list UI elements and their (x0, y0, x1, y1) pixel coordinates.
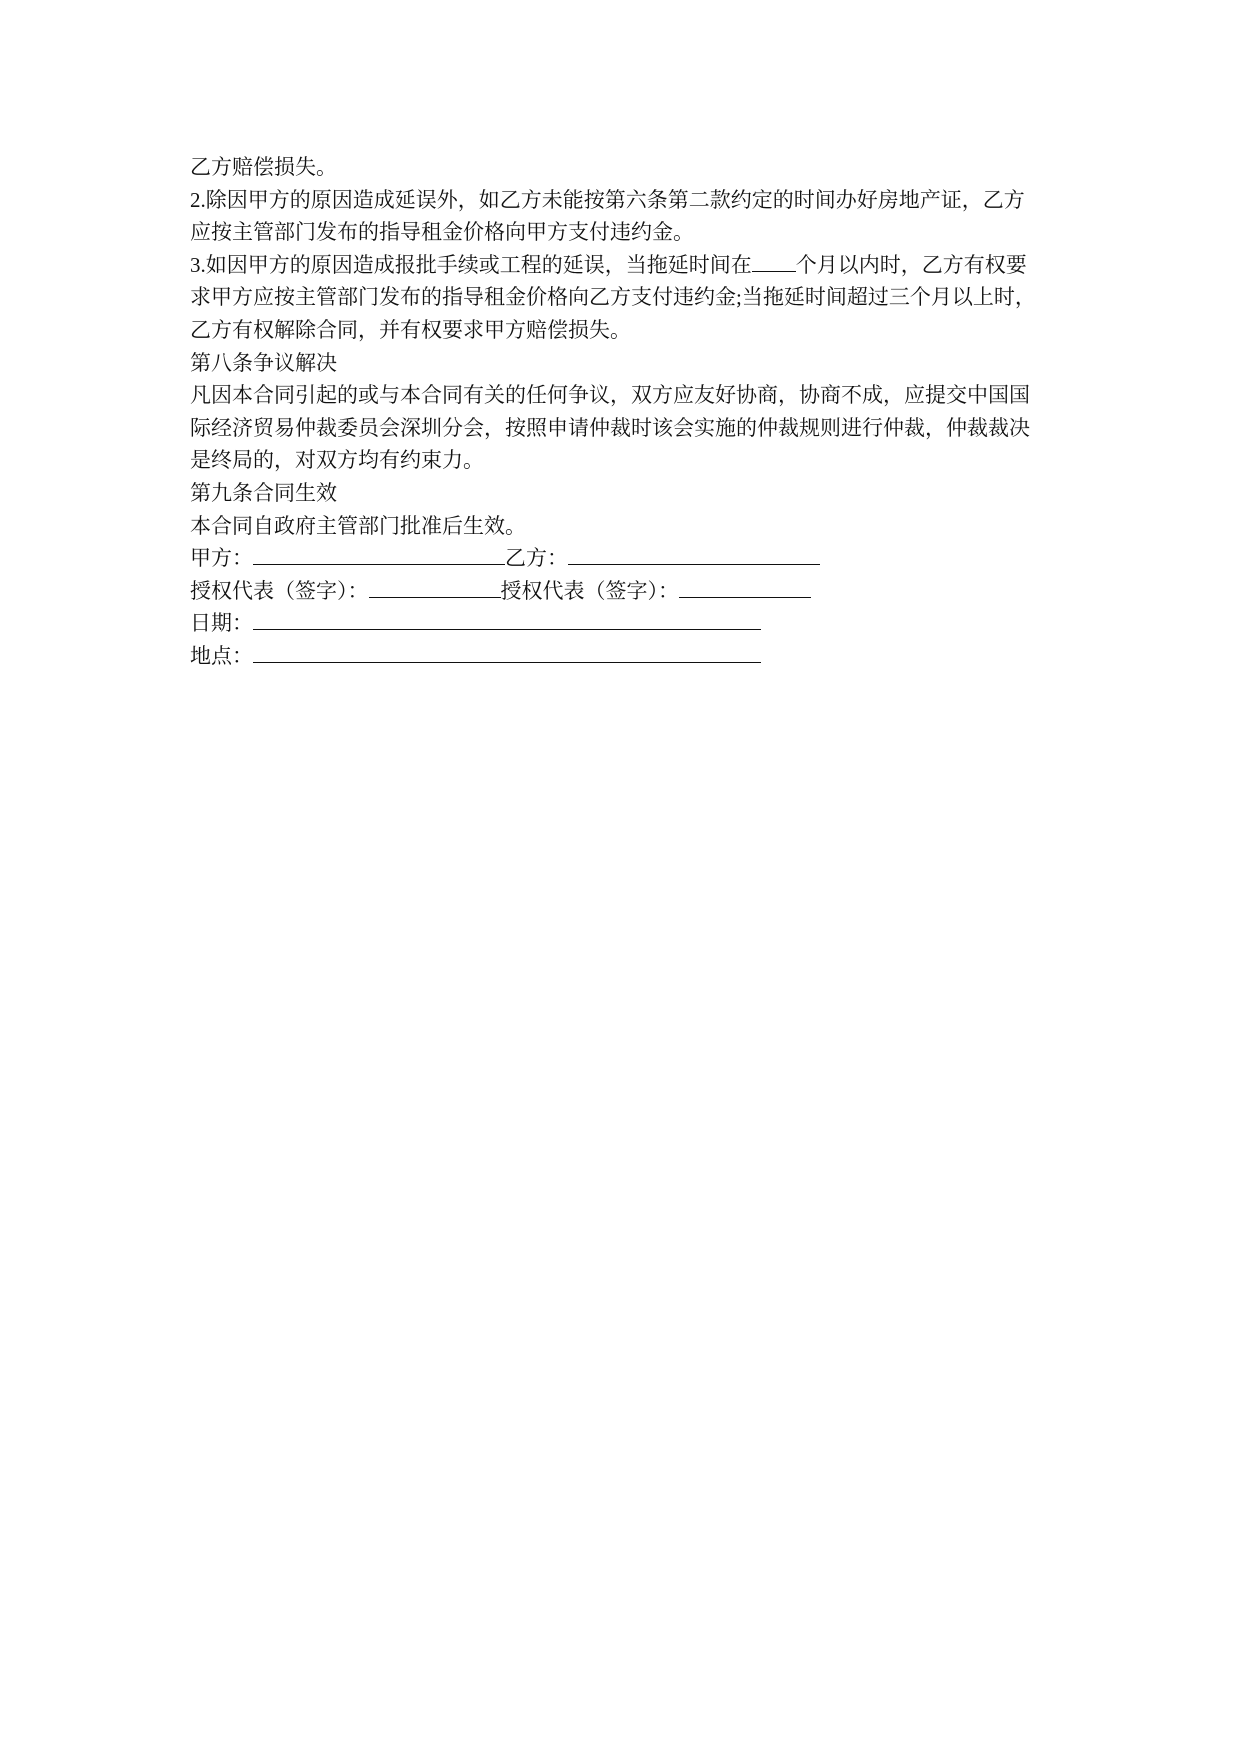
clause9-line1 (190, 510, 1070, 543)
party-a-label: 甲方： (190, 546, 253, 571)
signature-place-row (190, 640, 1070, 673)
signature-date-row (190, 607, 1070, 640)
rep-b-label: 授权代表（签字）： (500, 578, 679, 603)
signature-parties-row (190, 542, 1070, 575)
clause-text: 际经济贸易仲裁委员会深圳分会，按照申请仲裁时该会实施的仲裁规则进行仲裁，仲裁裁决 (190, 415, 1030, 440)
date-field[interactable] (253, 608, 761, 630)
clause-text: 本合同自政府主管部门批准后生效。 (190, 513, 526, 538)
clause-text: 个月以内时，乙方有权要 (795, 252, 1027, 277)
place-field[interactable] (253, 641, 761, 663)
rep-a-signature-field[interactable] (369, 576, 501, 598)
rep-b-signature-field[interactable] (679, 576, 811, 598)
contract-body (190, 151, 1070, 673)
party-b-label: 乙方： (505, 546, 568, 571)
clause-text: 3.如因甲方的原因造成报批手续或工程的延误，当拖延时间在 (190, 252, 752, 277)
clause8-heading (190, 347, 1070, 380)
place-label: 地点： (190, 643, 253, 668)
signature-reps-row (190, 575, 1070, 608)
clause7-item3-line3 (190, 314, 1070, 347)
clause-text: 应按主管部门发布的指导租金价格向甲方支付违约金。 (190, 220, 694, 245)
clause7-item3-line1 (190, 249, 1070, 282)
clause8-line1 (190, 379, 1070, 412)
clause-text: 乙方有权解除合同，并有权要求甲方赔偿损失。 (190, 317, 631, 342)
clause-text: 2.除因甲方的原因造成延误外，如乙方未能按第六条第二款约定的时间办好房地产证，乙方 (190, 187, 1025, 212)
section-heading: 第九条合同生效 (190, 480, 337, 505)
clause-text: 求甲方应按主管部门发布的指导租金价格向乙方支付违约金;当拖延时间超过三个月以上时， (190, 285, 1036, 310)
clause8-line3 (190, 444, 1070, 477)
party-a-field[interactable] (253, 543, 505, 565)
clause7-item2-line2 (190, 216, 1070, 249)
rep-a-label: 授权代表（签字）： (190, 578, 369, 603)
section-heading: 第八条争议解决 (190, 350, 337, 375)
party-b-field[interactable] (568, 543, 820, 565)
clause-text: 是终局的，对双方均有约束力。 (190, 448, 484, 473)
clause7-item3-line2 (190, 281, 1070, 314)
clause8-line2 (190, 412, 1070, 445)
clause9-heading (190, 477, 1070, 510)
clause-text: 凡因本合同引起的或与本合同有关的任何争议，双方应友好协商，协商不成，应提交中国国 (190, 383, 1030, 408)
clause7-item2-line1 (190, 184, 1070, 217)
date-label: 日期： (190, 611, 253, 636)
months-blank-field[interactable] (752, 250, 796, 272)
clause-text: 乙方赔偿损失。 (190, 155, 337, 179)
clause7-continuation (190, 151, 1070, 184)
